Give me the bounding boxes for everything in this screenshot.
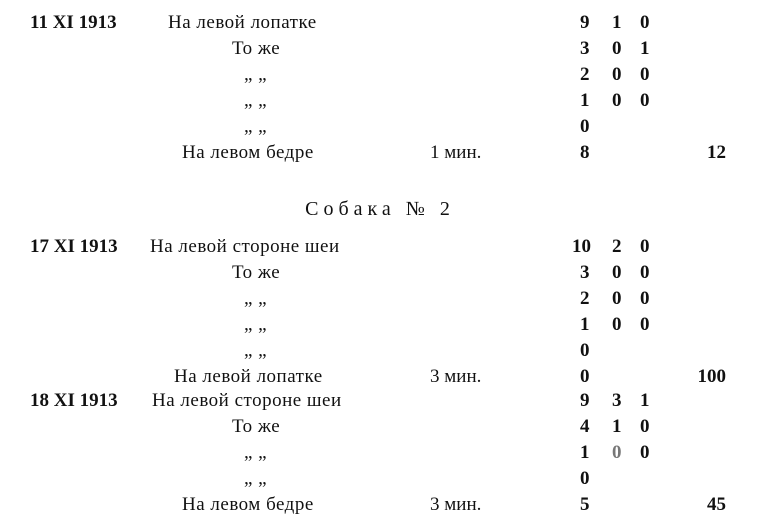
ditto-mark: „ „	[244, 116, 268, 137]
value-cell-2: 1	[612, 12, 622, 33]
value-cell-3: 0	[640, 12, 650, 33]
value-cell-2: 0	[612, 442, 622, 463]
value-cell-1: 1	[580, 442, 590, 463]
value-cell-1: 9	[580, 390, 590, 411]
value-cell-3: 0	[640, 416, 650, 437]
value-cell-1: 3	[580, 262, 590, 283]
time-cell: 3 мин.	[430, 494, 482, 515]
value-cell-2: 0	[612, 288, 622, 309]
value-cell-1: 10	[572, 236, 591, 257]
value-cell-2: 0	[612, 64, 622, 85]
table-row	[0, 236, 760, 262]
table-row	[0, 262, 760, 288]
value-cell-3: 1	[640, 38, 650, 59]
value-cell-2: 1	[612, 416, 622, 437]
table-row	[0, 38, 760, 64]
value-cell-3: 0	[640, 236, 650, 257]
location-cell: На левом бедре	[182, 494, 314, 515]
location-cell: На левом бедре	[182, 142, 314, 163]
location-cell: То же	[232, 262, 281, 283]
ditto-mark: „ „	[244, 468, 268, 489]
ditto-mark: „ „	[244, 288, 268, 309]
value-cell-3: 0	[640, 314, 650, 335]
ditto-mark: „ „	[244, 340, 268, 361]
location-cell: То же	[232, 416, 281, 437]
table-row	[0, 314, 760, 340]
total-cell: 45	[707, 494, 726, 515]
time-cell: 3 мин.	[430, 366, 482, 387]
table-row	[0, 416, 760, 442]
table-row	[0, 390, 760, 416]
ditto-mark: „ „	[244, 442, 268, 463]
value-cell-1: 2	[580, 64, 590, 85]
value-cell-3: 0	[640, 262, 650, 283]
table-row	[0, 12, 760, 38]
total-cell: 100	[697, 366, 726, 387]
ditto-mark: „ „	[244, 314, 268, 335]
time-cell: 1 мин.	[430, 142, 482, 163]
value-cell-2: 0	[612, 262, 622, 283]
value-cell-3: 0	[640, 288, 650, 309]
table-row	[0, 494, 760, 520]
value-cell-1: 1	[580, 90, 590, 111]
table-row	[0, 64, 760, 90]
value-cell-1: 0	[580, 366, 590, 387]
location-cell: На левой стороне шеи	[152, 390, 342, 411]
location-cell: На левой стороне шеи	[150, 236, 340, 257]
table-row	[0, 366, 760, 392]
value-cell-3: 0	[640, 442, 650, 463]
section-heading: Собака № 2	[305, 198, 455, 220]
date-cell: 18 XI 1913	[30, 390, 118, 411]
table-row	[0, 288, 760, 314]
value-cell-1: 8	[580, 142, 590, 163]
value-cell-3: 0	[640, 64, 650, 85]
date-cell: 11 XI 1913	[30, 12, 117, 33]
table-row	[0, 90, 760, 116]
value-cell-1: 1	[580, 314, 590, 335]
value-cell-1: 5	[580, 494, 590, 515]
value-cell-2: 0	[612, 90, 622, 111]
value-cell-1: 4	[580, 416, 590, 437]
table-row	[0, 142, 760, 168]
value-cell-1: 2	[580, 288, 590, 309]
total-cell: 12	[707, 142, 726, 163]
date-cell: 17 XI 1913	[30, 236, 118, 257]
location-cell: На левой лопатке	[168, 12, 317, 33]
table-row	[0, 442, 760, 468]
value-cell-2: 0	[612, 314, 622, 335]
location-cell: То же	[232, 38, 281, 59]
value-cell-2: 0	[612, 38, 622, 59]
location-cell: На левой лопатке	[174, 366, 323, 387]
ditto-mark: „ „	[244, 64, 268, 85]
value-cell-3: 0	[640, 90, 650, 111]
table-row	[0, 116, 760, 142]
table-row	[0, 340, 760, 366]
value-cell-1: 9	[580, 12, 590, 33]
value-cell-1: 0	[580, 468, 590, 489]
value-cell-1: 3	[580, 38, 590, 59]
ditto-mark: „ „	[244, 90, 268, 111]
value-cell-2: 2	[612, 236, 622, 257]
value-cell-1: 0	[580, 116, 590, 137]
value-cell-1: 0	[580, 340, 590, 361]
value-cell-3: 1	[640, 390, 650, 411]
value-cell-2: 3	[612, 390, 622, 411]
table-row	[0, 468, 760, 494]
